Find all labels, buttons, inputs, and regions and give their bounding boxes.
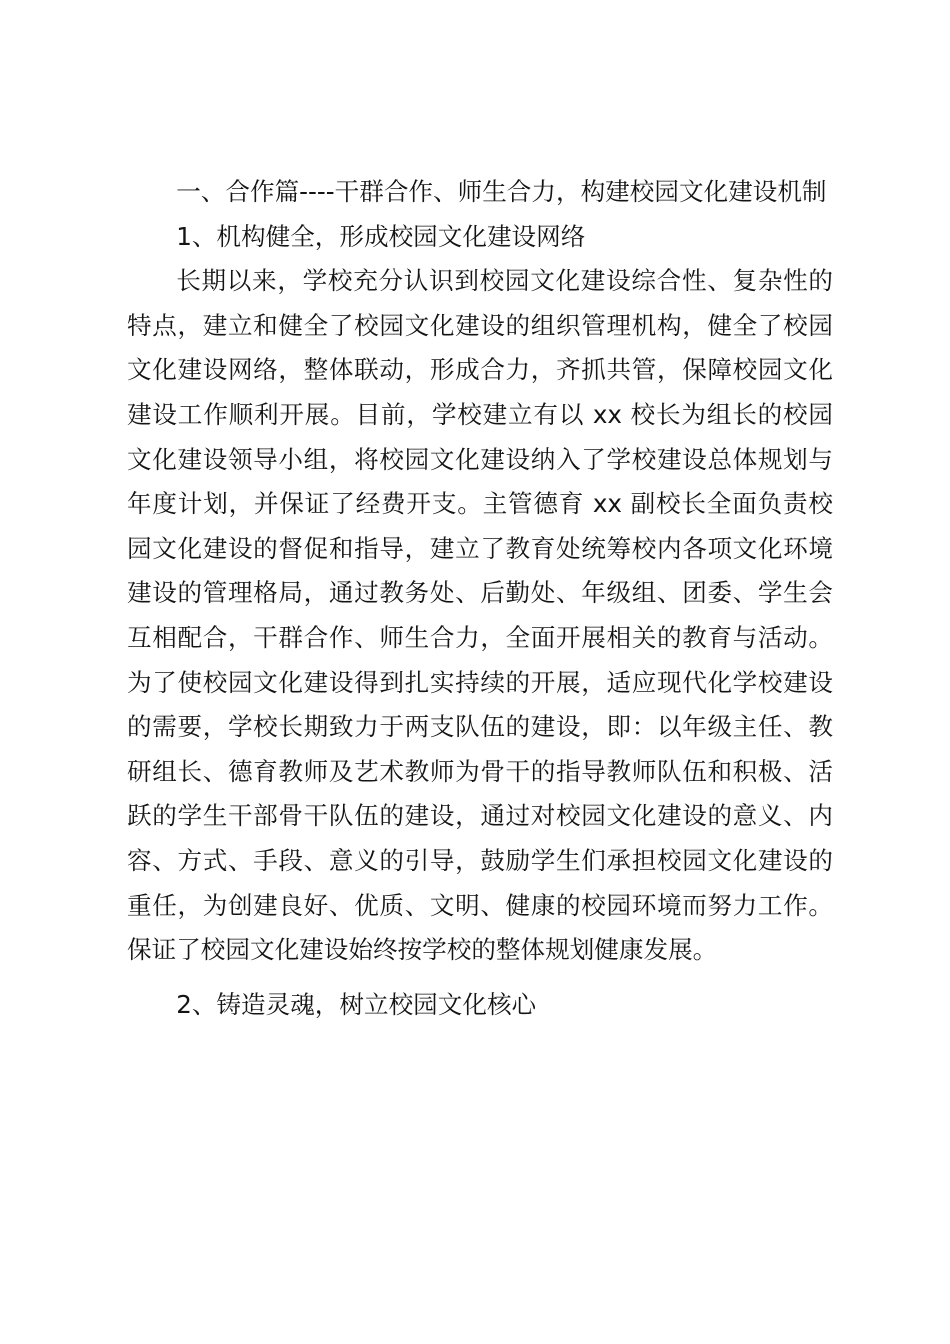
subsection-heading-2: 2、铸造灵魂，树立校园文化核心	[176, 989, 537, 1019]
section-heading: 一、合作篇----干群合作、师生合力，构建校园文化建设机制	[176, 177, 827, 206]
subsection-heading-1: 1、机构健全，形成校园文化建设网络	[176, 221, 586, 251]
body-paragraph: 长期以来，学校充分认识到校园文化建设综合性、复杂性的特点，建立和健全了校园文化建设的组织管理机构，健全了校园文化建设网络，整体联动，形成合力，齐抓共管，保障校园文化建设工作顺利开展。目前，学校建立有以 xx 校长为组长的校园文化建设领导小组，将校园文化建设纳入了学校建设总体规划与年度计划，并保证了经费开支。主管德育 xx 副校长全面负责校园文化建设的督促和指导，建立了教育处统筹校内各项文化环境建设的管理格局，通过教务处、后勤处、年级组、团委、学生会互相配合，干群合作、师生合力，全面开展相关的教育与活动。为了使校园文化建设得到扎实持续的开展，适应现代化学校建设的需要，学校长期致力于两支队伍的建设，即：以年级主任、教研组长、德育教师及艺术教师为骨干的指导教师队伍和积极、活跃的学生干部骨干队伍的建设，通过对校园文化建设的意义、内容、方式、手段、意义的引导，鼓励学生们承担校园文化建设的重任，为创建良好、优质、文明、健康的校园环境而努力工作。保证了校园文化建设始终按学校的整体规划健康发展。	[127, 266, 833, 965]
document-body	[127, 170, 833, 1027]
